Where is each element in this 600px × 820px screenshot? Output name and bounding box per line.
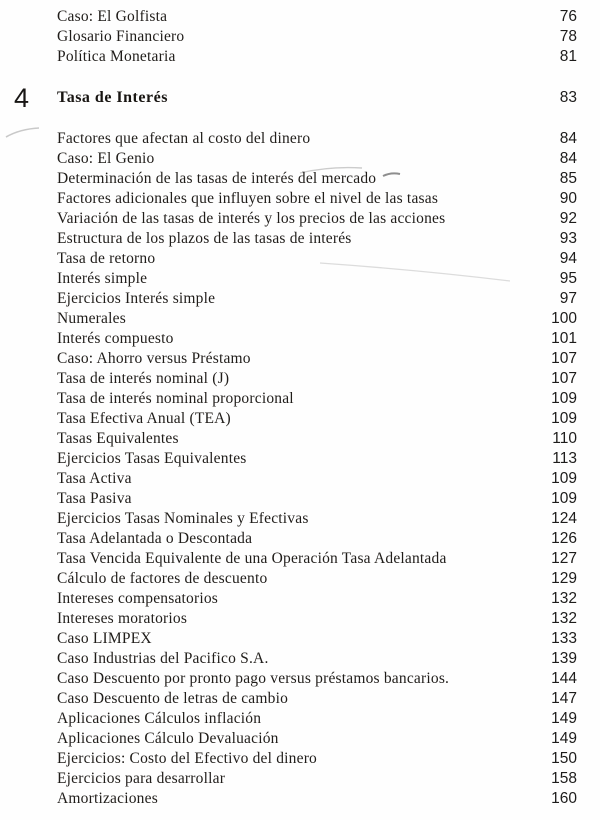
toc-entry-title: Ejercicios Interés simple: [57, 290, 216, 307]
toc-entry-page-number: 158: [551, 770, 577, 787]
toc-row: [0, 729, 600, 749]
toc-entry-page-number: 107: [551, 370, 577, 387]
toc-entry-title: Tasa de interés nominal proporcional: [57, 390, 294, 407]
chapter-heading: [0, 84, 600, 112]
toc-row: [0, 589, 600, 609]
toc-entry-title: Amortizaciones: [57, 790, 158, 807]
toc-entry-page-number: 81: [559, 48, 577, 65]
toc-row: [0, 249, 600, 269]
toc-row: [0, 229, 600, 249]
toc-entry-title: Tasa de interés nominal (J): [57, 370, 230, 387]
toc-top-section: [0, 7, 600, 67]
toc-entry-title: Glosario Financiero: [57, 28, 185, 45]
toc-row: [0, 689, 600, 709]
toc-entry-title: Aplicaciones Cálculos inflación: [57, 710, 262, 727]
toc-row: [0, 269, 600, 289]
toc-entry-title: Tasa de retorno: [57, 250, 156, 267]
toc-row: [0, 349, 600, 369]
toc-entry-title: Tasa Efectiva Anual (TEA): [57, 410, 231, 427]
toc-entry-title: Caso: Ahorro versus Préstamo: [57, 350, 251, 367]
toc-entry-page-number: 101: [551, 330, 577, 347]
toc-row: [0, 449, 600, 469]
toc-entry-page-number: 84: [559, 130, 577, 147]
toc-row: [0, 27, 600, 47]
toc-row: [0, 789, 600, 809]
toc-row: [0, 149, 600, 169]
toc-entry-title: Caso: El Golfista: [57, 8, 168, 25]
toc-row: [0, 669, 600, 689]
toc-entry-title: Caso: El Genio: [57, 150, 155, 167]
toc-row: [0, 609, 600, 629]
toc-entry-page-number: 129: [551, 570, 577, 587]
toc-entry-page-number: 109: [551, 490, 577, 507]
toc-entry-page-number: 84: [559, 150, 577, 167]
toc-entry-page-number: 132: [551, 610, 577, 627]
toc-entry-title: Tasa Adelantada o Descontada: [57, 530, 253, 547]
toc-row: [0, 489, 600, 509]
toc-entry-title: Determinación de las tasas de interés del mercado: [57, 170, 377, 187]
toc-entry-page-number: 95: [559, 270, 577, 287]
toc-entry-title: Intereses moratorios: [57, 610, 188, 627]
toc-row: [0, 309, 600, 329]
toc-row: [0, 169, 600, 189]
toc-entry-title: Interés simple: [57, 270, 148, 287]
chapter-number: 4: [14, 83, 30, 113]
toc-entry-title: Intereses compensatorios: [57, 590, 219, 607]
toc-row: [0, 569, 600, 589]
chapter-page-number: 83: [559, 89, 577, 106]
toc-entry-title: Caso LIMPEX: [57, 630, 152, 647]
toc-entry-title: Caso Descuento de letras de cambio: [57, 690, 289, 707]
toc-entry-page-number: 109: [551, 410, 577, 427]
toc-entry-title: Tasas Equivalentes: [57, 430, 179, 447]
toc-entry-page-number: 90: [559, 190, 577, 207]
toc-entry-page-number: 110: [552, 430, 577, 447]
toc-entry-title: Caso Descuento por pronto pago versus préstamos bancarios.: [57, 670, 450, 687]
toc-row: [0, 529, 600, 549]
toc-row: [0, 549, 600, 569]
toc-entry-page-number: 97: [559, 290, 577, 307]
chapter-title: Tasa de Interés: [57, 89, 168, 106]
toc-row: [0, 409, 600, 429]
toc-row: [0, 329, 600, 349]
toc-entry-page-number: 76: [559, 8, 577, 25]
toc-entry-page-number: 149: [551, 730, 577, 747]
toc-entry-page-number: 149: [551, 710, 577, 727]
toc-entry-title: Tasa Vencida Equivalente de una Operación Tasa Adelantada: [57, 550, 447, 567]
toc-main-section: [0, 129, 600, 809]
toc-entry-page-number: 92: [559, 210, 577, 227]
toc-entry-title: Ejercicios Tasas Nominales y Efectivas: [57, 510, 309, 527]
toc-entry-title: Cálculo de factores de descuento: [57, 570, 268, 587]
toc-entry-page-number: 147: [551, 690, 577, 707]
toc-row: [0, 209, 600, 229]
toc-entry-page-number: 144: [551, 670, 577, 687]
toc-entry-page-number: 113: [552, 450, 577, 467]
toc-entry-title: Tasa Activa: [57, 470, 132, 487]
toc-entry-title: Factores adicionales que influyen sobre el nivel de las tasas: [57, 190, 439, 207]
toc-entry-title: Tasa Pasiva: [57, 490, 132, 507]
toc-row: [0, 289, 600, 309]
toc-row: [0, 709, 600, 729]
toc-row: [0, 629, 600, 649]
toc-entry-page-number: 93: [559, 230, 577, 247]
toc-row: [0, 7, 600, 27]
toc-entry-title: Interés compuesto: [57, 330, 174, 347]
toc-entry-page-number: 94: [559, 250, 577, 267]
toc-row: [0, 369, 600, 389]
toc-entry-title: Ejercicios Tasas Equivalentes: [57, 450, 247, 467]
toc-row: [0, 769, 600, 789]
toc-entry-page-number: 132: [551, 590, 577, 607]
toc-entry-title: Estructura de los plazos de las tasas de interés: [57, 230, 352, 247]
toc-entry-title: Factores que afectan al costo del dinero: [57, 130, 311, 147]
toc-entry-page-number: 78: [559, 28, 577, 45]
toc-entry-title: Caso Industrias del Pacifico S.A.: [57, 650, 269, 667]
toc-entry-page-number: 107: [551, 350, 577, 367]
toc-row: [0, 749, 600, 769]
toc-entry-page-number: 126: [551, 530, 577, 547]
toc-row: [0, 47, 600, 67]
toc-row: [0, 129, 600, 149]
toc-entry-page-number: 124: [551, 510, 577, 527]
toc-entry-title: Variación de las tasas de interés y los precios de las acciones: [57, 210, 446, 227]
toc-row: [0, 429, 600, 449]
toc-entry-title: Aplicaciones Cálculo Devaluación: [57, 730, 279, 747]
toc-entry-page-number: 109: [551, 470, 577, 487]
toc-row: [0, 469, 600, 489]
toc-entry-page-number: 100: [551, 310, 577, 327]
toc-row: [0, 389, 600, 409]
toc-entry-page-number: 150: [551, 750, 577, 767]
toc-entry-title: Ejercicios: Costo del Efectivo del dinero: [57, 750, 317, 767]
toc-entry-page-number: 160: [551, 790, 577, 807]
toc-entry-title: Política Monetaria: [57, 48, 176, 65]
toc-entry-title: Ejercicios para desarrollar: [57, 770, 226, 787]
toc-row: [0, 649, 600, 669]
toc-entry-page-number: 139: [551, 650, 577, 667]
toc-entry-title: Numerales: [57, 310, 126, 327]
toc-entry-page-number: 109: [551, 390, 577, 407]
toc-entry-page-number: 127: [551, 550, 577, 567]
toc-row: [0, 509, 600, 529]
toc-row: [0, 189, 600, 209]
toc-entry-page-number: 133: [551, 630, 577, 647]
toc-entry-page-number: 85: [559, 170, 577, 187]
